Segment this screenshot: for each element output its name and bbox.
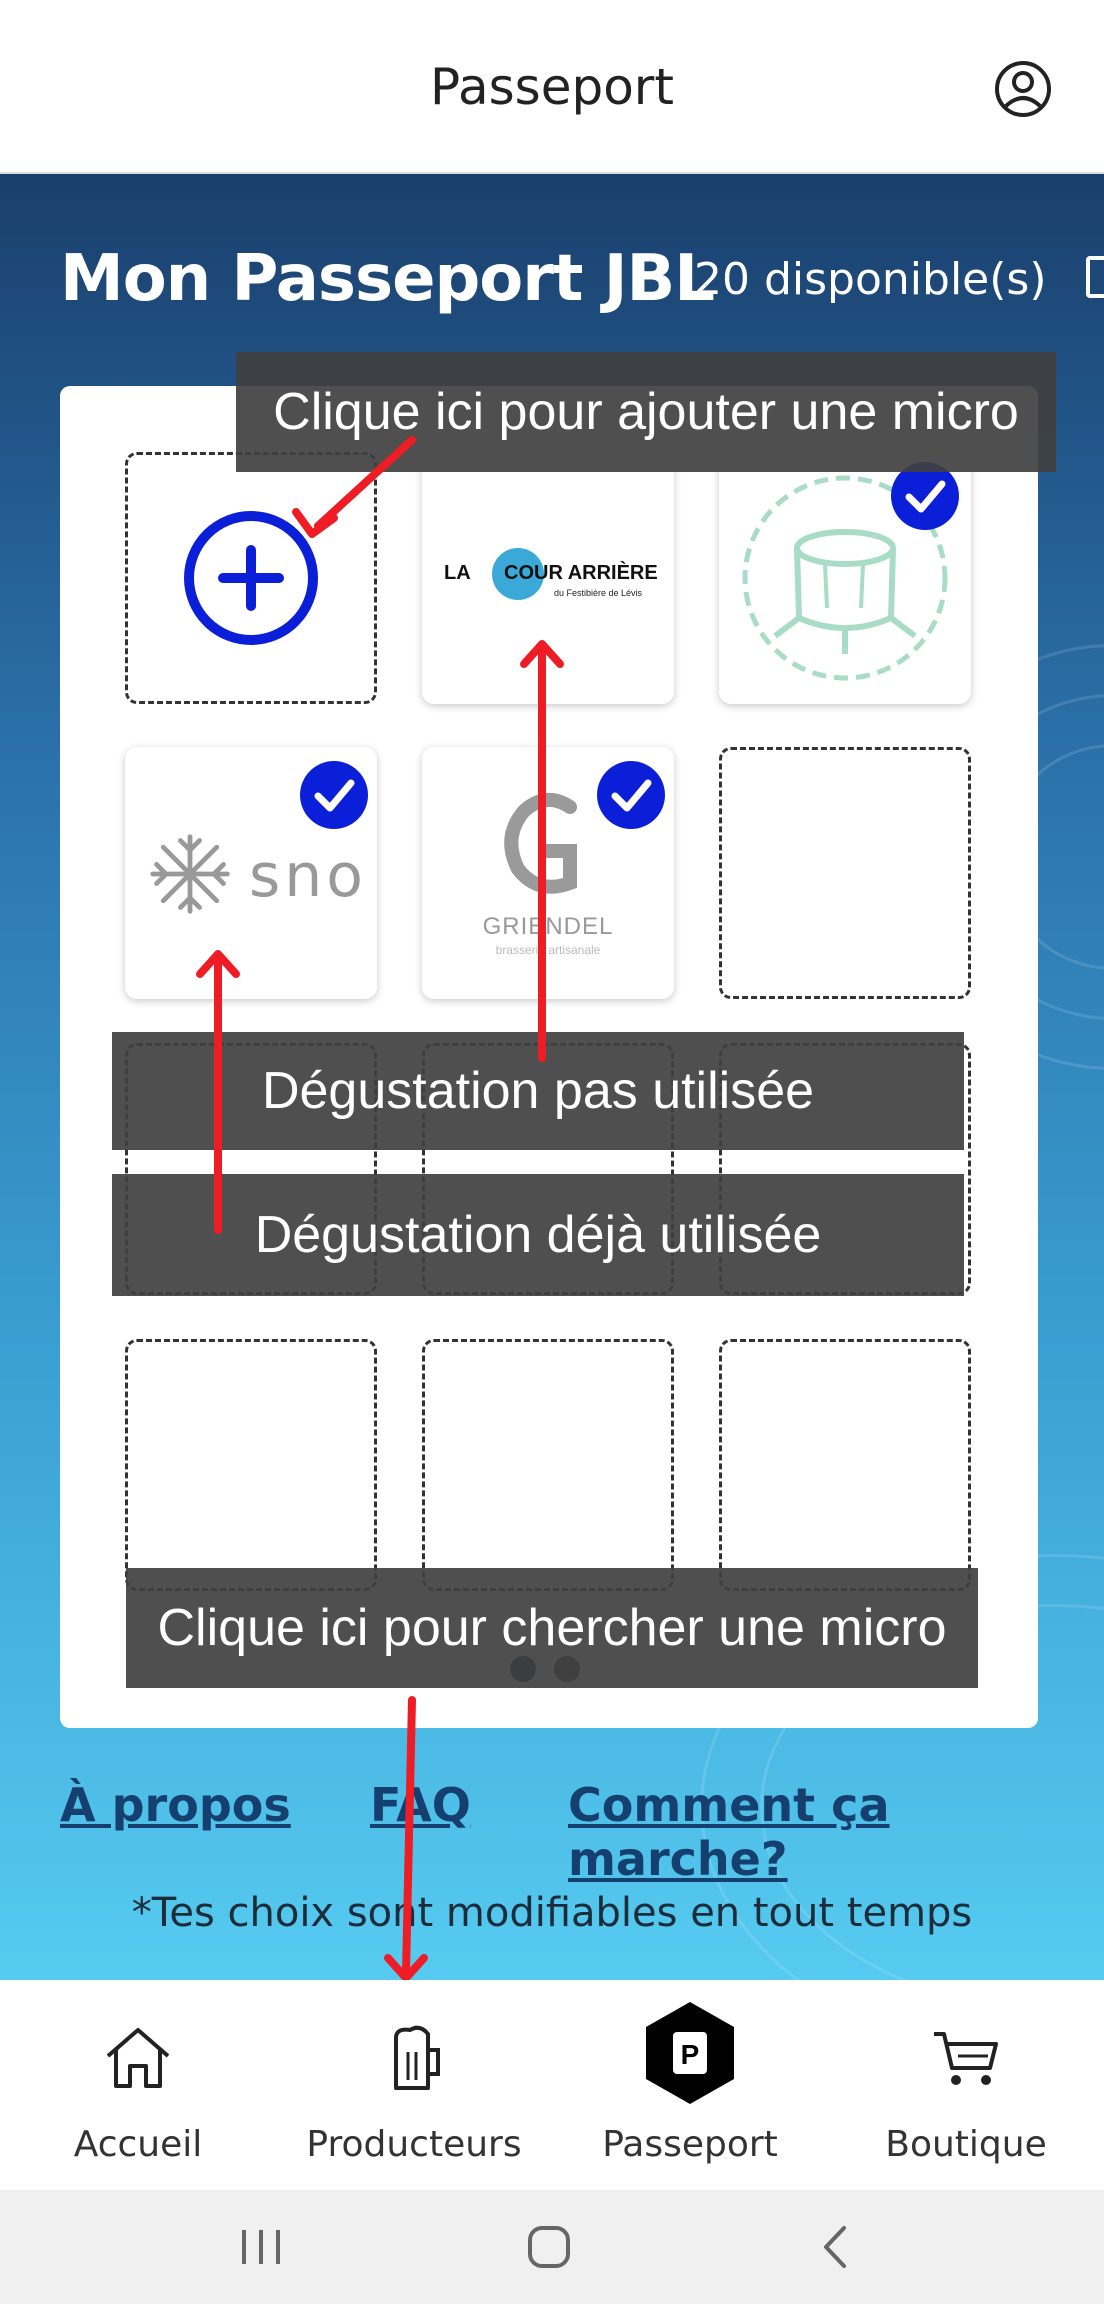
griendel-logo-text: GRIENDEL [482, 913, 614, 940]
back-icon[interactable] [812, 2222, 862, 2272]
snowflake-icon [147, 831, 233, 917]
used-check-badge [597, 761, 665, 829]
sno-logo-text: sno [249, 841, 367, 911]
empty-slot[interactable] [719, 1339, 971, 1591]
svg-text:P: P [680, 2039, 700, 2070]
account-circle-icon[interactable] [994, 60, 1052, 118]
trash-icon[interactable] [1086, 256, 1104, 298]
cart-icon [928, 2020, 1004, 2096]
how-it-works-link[interactable]: Comment ça marche? [568, 1778, 890, 1886]
check-icon [597, 761, 665, 829]
tooltip-search-micro: Clique ici pour chercher une micro [126, 1568, 978, 1688]
empty-slot[interactable] [719, 747, 971, 999]
modifiable-note: *Tes choix sont modifiables en tout temps [131, 1890, 973, 1936]
add-micro-slot[interactable] [125, 452, 377, 704]
plus-circle-icon[interactable] [181, 508, 321, 648]
passport-icon [635, 1998, 745, 2108]
available-count: 20 disponible(s) [694, 254, 1047, 305]
system-nav-bar [0, 2190, 1104, 2304]
check-icon [891, 462, 959, 530]
recent-apps-icon[interactable] [236, 2222, 286, 2272]
griendel-logo-icon [488, 785, 608, 905]
top-bar [0, 0, 1104, 174]
nav-passeport[interactable]: P Passeport [552, 1980, 828, 2190]
tooltip-add-micro: Clique ici pour ajouter une micro [236, 352, 1056, 472]
check-icon [300, 761, 368, 829]
micro-slot-griendel[interactable] [422, 747, 674, 999]
used-check-badge [300, 761, 368, 829]
home-button-icon[interactable] [524, 2222, 574, 2272]
home-icon [100, 2020, 176, 2096]
bottom-nav [0, 1980, 1104, 2190]
about-link[interactable]: À propos [60, 1778, 291, 1832]
empty-slot[interactable] [125, 1339, 377, 1591]
nav-accueil[interactable]: Accueil [0, 1980, 276, 2190]
used-check-badge [891, 462, 959, 530]
tooltip-unused-tasting: Dégustation pas utilisée [112, 1032, 964, 1150]
empty-slot[interactable] [422, 1339, 674, 1591]
faq-link[interactable]: FAQ [370, 1778, 471, 1832]
tooltip-used-tasting: Dégustation déjà utilisée [112, 1174, 964, 1296]
cour-arriere-logo: LA COUR ARRIÈRE du Festibière de Lévis [442, 548, 654, 608]
passport-heading: Mon Passeport JBL [60, 242, 715, 316]
nav-boutique[interactable]: Boutique [828, 1980, 1104, 2190]
micro-slot-stump[interactable] [719, 452, 971, 704]
micro-slot-cour-arriere[interactable] [422, 452, 674, 704]
page-title: Passeport [430, 58, 674, 116]
nav-producteurs[interactable]: Producteurs [276, 1980, 552, 2190]
micro-slot-sno[interactable] [125, 747, 377, 999]
griendel-logo-subtext: brasserie artisanale [495, 943, 601, 957]
beer-mug-icon [376, 2020, 452, 2096]
